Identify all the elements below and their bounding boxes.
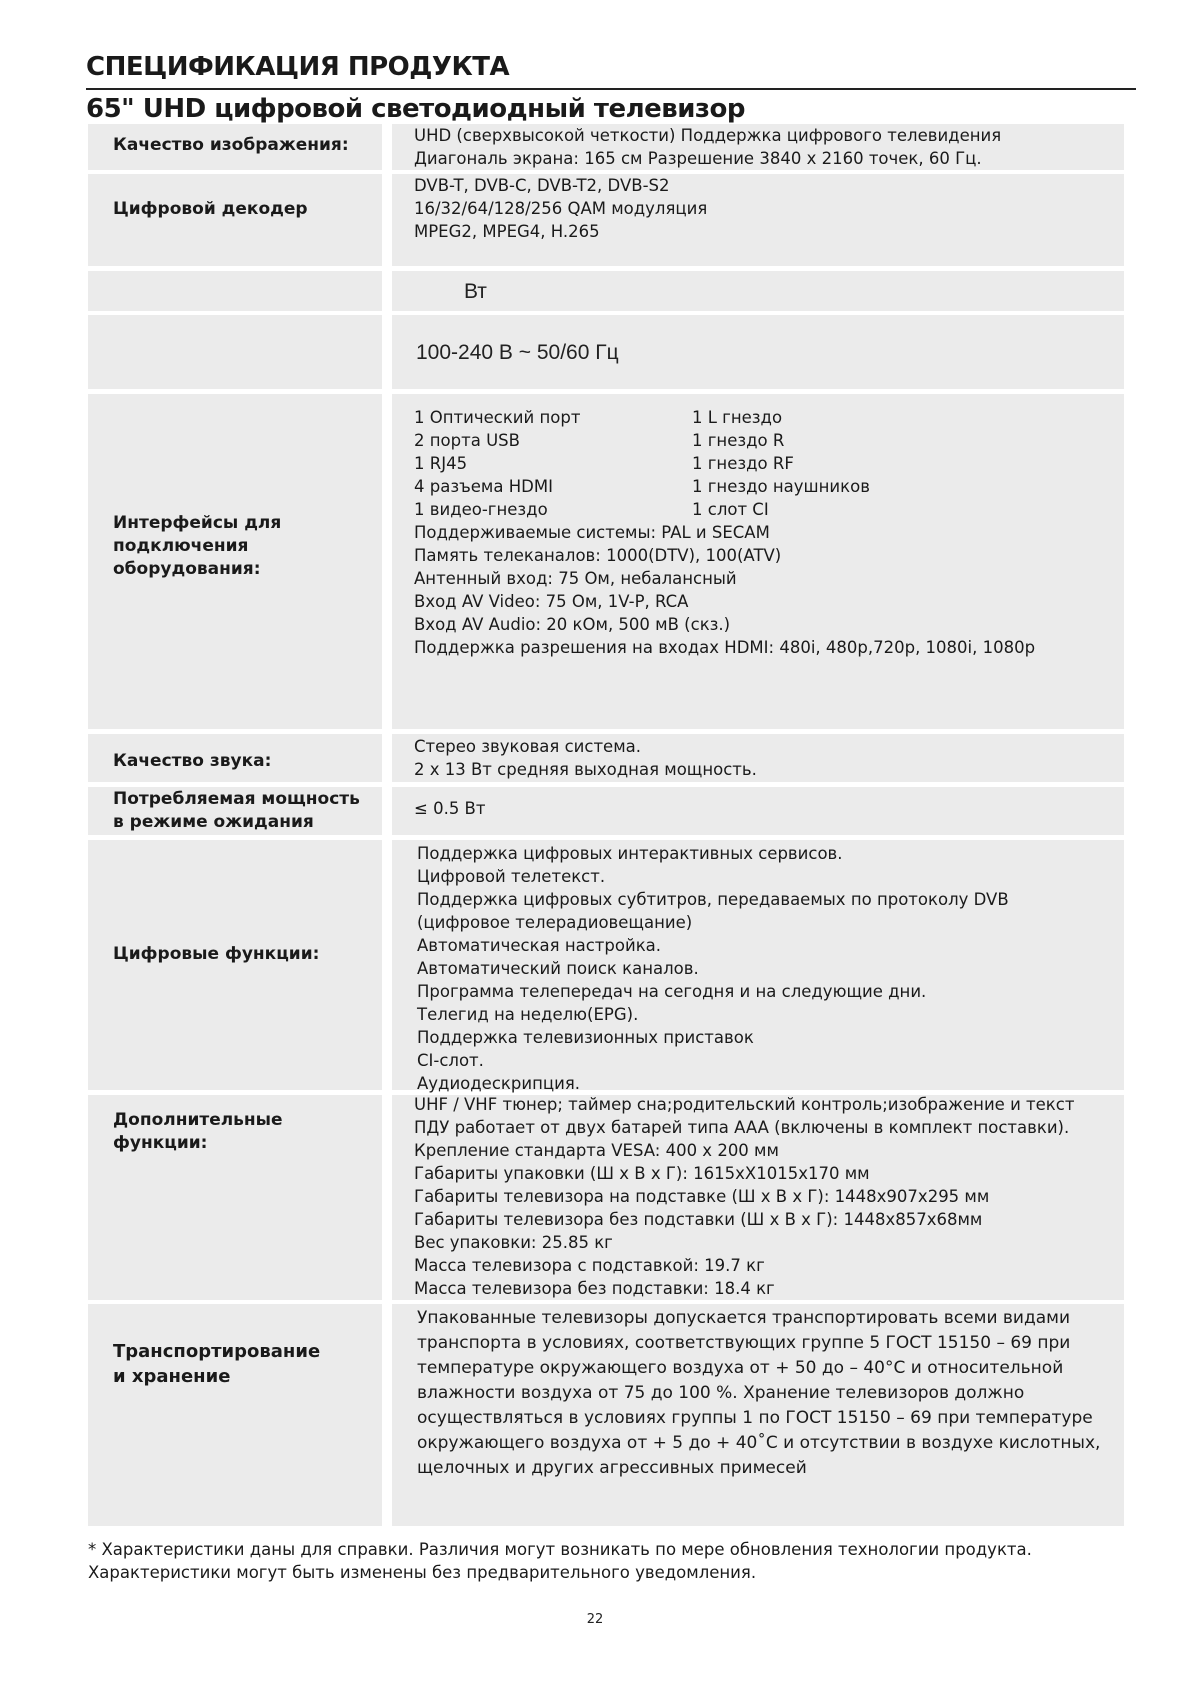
spec-row-standby xyxy=(88,787,1124,835)
spec-label-cell xyxy=(88,1095,382,1300)
spec-value-cell xyxy=(392,174,1124,266)
port-item: 1 гнездо наушников xyxy=(692,477,870,496)
footnote-line: Характеристики могут быть изменены без предварительного уведомления. xyxy=(88,1563,757,1582)
spec-line: щелочных и других агрессивных примесей xyxy=(417,1458,807,1478)
spec-line: MPEG2, MPEG4, H.265 xyxy=(414,222,600,241)
spec-label-cell xyxy=(88,787,382,835)
spec-value-cell xyxy=(392,840,1124,1093)
spec-row-decoder xyxy=(88,174,1124,266)
spec-line: DVB-T, DVB-C, DVB-T2, DVB-S2 xyxy=(414,176,670,195)
spec-label-cell xyxy=(88,394,382,729)
spec-line: Масса телевизора с подставкой: 19.7 кг xyxy=(414,1256,765,1275)
spec-line: UHF / VHF тюнер; таймер сна;родительский контроль;изображение и текст xyxy=(414,1095,1075,1114)
spec-line: Габариты телевизора без подставки (Ш x В x Г): 1448x857x68мм xyxy=(414,1210,983,1229)
spec-line: Аудиодескрипция. xyxy=(417,1074,580,1093)
power-value: Вт xyxy=(464,280,487,303)
voltage-value: 100-240 В ~ 50/60 Гц xyxy=(416,341,619,364)
spec-line: Вход AV Audio: 20 кОм, 500 мВ (скз.) xyxy=(414,615,731,634)
spec-line: Поддержка цифровых субтитров, передаваемых по протоколу DVB xyxy=(417,890,1009,909)
port-list-left xyxy=(414,406,580,521)
spec-value-cell xyxy=(392,124,1124,170)
port-item: 2 порта USB xyxy=(414,431,520,450)
spec-row-power xyxy=(88,271,1124,311)
port-item: 4 разъема HDMI xyxy=(414,477,553,496)
spec-value-cell xyxy=(392,787,1124,835)
spec-value-cell xyxy=(392,394,1124,729)
spec-label: Потребляемая мощность в режиме ожидания xyxy=(113,789,360,832)
spec-line: Память телеканалов: 1000(DTV), 100(ATV) xyxy=(414,546,782,565)
spec-line: Масса телевизора без подставки: 18.4 кг xyxy=(414,1279,775,1298)
spec-row-image-quality xyxy=(88,124,1124,170)
spec-line: ПДУ работает от двух батарей типа AAA (включены в комплект поставки). xyxy=(414,1118,1070,1137)
port-item: 1 Оптический порт xyxy=(414,408,581,427)
spec-line: Габариты телевизора на подставке (Ш x В x Г): 1448x907x295 мм xyxy=(414,1187,990,1206)
spec-label-cell xyxy=(88,1304,382,1526)
spec-line: Диагональ экрана: 165 см Разрешение 3840 x 2160 точек, 60 Гц. xyxy=(414,149,982,168)
spec-line: осуществляться в условиях группы 1 по ГОСТ 15150 – 69 при температуре xyxy=(417,1408,1093,1428)
spec-line: Цифровой телетекст. xyxy=(417,867,606,886)
spec-label: Качество изображения: xyxy=(113,135,349,155)
spec-label-cell xyxy=(88,124,382,170)
port-item: 1 гнездо R xyxy=(692,431,785,450)
spec-line: UHD (сверхвысокой четкости) Поддержка цифрового телевидения xyxy=(414,126,1002,145)
spec-label-cell xyxy=(88,271,382,311)
spec-label: Цифровой декодер xyxy=(113,199,308,219)
footnote-line: * Характеристики даны для справки. Различия могут возникать по мере обновления технологии продукта. xyxy=(88,1540,1032,1559)
page-title: СПЕЦИФИКАЦИЯ ПРОДУКТА xyxy=(86,52,1136,90)
spec-row-sound xyxy=(88,734,1124,782)
spec-row-transport xyxy=(88,1304,1124,1526)
port-item: 1 видео-гнездо xyxy=(414,500,548,519)
spec-value-cell xyxy=(392,734,1124,782)
footnote xyxy=(88,1538,1128,1584)
spec-value-cell xyxy=(392,1304,1124,1526)
spec-label: Интерфейсы для подключения оборудования: xyxy=(113,513,282,579)
standby-value: ≤ 0.5 Вт xyxy=(414,799,486,818)
spec-line: Антенный вход: 75 Ом, небалансный xyxy=(414,569,737,588)
spec-label-cell xyxy=(88,734,382,782)
spec-label: Дополнительные функции: xyxy=(113,1110,283,1153)
spec-row-additional xyxy=(88,1095,1124,1300)
page-number: 22 xyxy=(586,1612,604,1627)
port-columns xyxy=(414,406,1116,521)
spec-value-cell xyxy=(392,315,1124,389)
spec-row-interfaces xyxy=(88,394,1124,729)
spec-line: Телегид на неделю(EPG). xyxy=(417,1005,639,1024)
spec-row-voltage xyxy=(88,315,1124,389)
spec-label: Цифровые функции: xyxy=(113,944,320,964)
spec-label-cell xyxy=(88,315,382,389)
spec-line: температуре окружающего воздуха от + 50 до – 40°C и относительной xyxy=(417,1358,1064,1378)
port-list-right xyxy=(692,406,870,521)
spec-line: CI-слот. xyxy=(417,1051,484,1070)
port-item: 1 L гнездо xyxy=(692,408,783,427)
spec-line: Поддержка телевизионных приставок xyxy=(417,1028,754,1047)
spec-line: Крепление стандарта VESA: 400 x 200 мм xyxy=(414,1141,779,1160)
spec-line: Автоматический поиск каналов. xyxy=(417,959,699,978)
spec-label-cell xyxy=(88,840,382,1090)
spec-row-digital-functions xyxy=(88,840,1124,1093)
spec-value-cell xyxy=(392,1095,1124,1300)
spec-line: (цифровое телерадиовещание) xyxy=(417,913,693,932)
spec-label-cell xyxy=(88,174,382,266)
spec-line: Автоматическая настройка. xyxy=(417,936,662,955)
spec-line: окружающего воздуха от + 5 до + 40˚С и отсутствии в воздухе кислотных, xyxy=(417,1433,1101,1453)
spec-label: Качество звука: xyxy=(113,751,272,771)
spec-line: влажности воздуха от 75 до 100 %. Хранение телевизоров должно xyxy=(417,1383,1025,1403)
spec-line: Поддержка разрешения на входах HDMI: 480i, 480p,720p, 1080i, 1080p xyxy=(414,638,1036,657)
port-item: 1 RJ45 xyxy=(414,454,468,473)
spec-line: Вход AV Video: 75 Ом, 1V-P, RCA xyxy=(414,592,689,611)
spec-line: Габариты упаковки (Ш x В x Г): 1615xX1015x170 мм xyxy=(414,1164,870,1183)
spec-line: Поддержка цифровых интерактивных сервисов. xyxy=(417,844,843,863)
spec-line: 16/32/64/128/256 QAM модуляция xyxy=(414,199,708,218)
port-item: 1 слот CI xyxy=(692,500,769,519)
spec-line: 2 x 13 Вт средняя выходная мощность. xyxy=(414,760,757,779)
spec-line: Вес упаковки: 25.85 кг xyxy=(414,1233,613,1252)
spec-line: Упакованные телевизоры допускается транспортировать всеми видами xyxy=(417,1308,1071,1328)
spec-line: Стерео звуковая система. xyxy=(414,737,642,756)
spec-line: Программа телепередач на сегодня и на следующие дни. xyxy=(417,982,927,1001)
spec-value-cell xyxy=(392,271,1124,311)
product-subtitle: 65" UHD цифровой светодиодный телевизор xyxy=(86,94,746,124)
spec-label: Транспортирование и хранение xyxy=(113,1341,321,1387)
spec-line: Поддерживаемые системы: PAL и SECAM xyxy=(414,523,770,542)
port-item: 1 гнездо RF xyxy=(692,454,794,473)
spec-line: транспорта в условиях, соответствующих группе 5 ГОСТ 15150 – 69 при xyxy=(417,1333,1071,1353)
